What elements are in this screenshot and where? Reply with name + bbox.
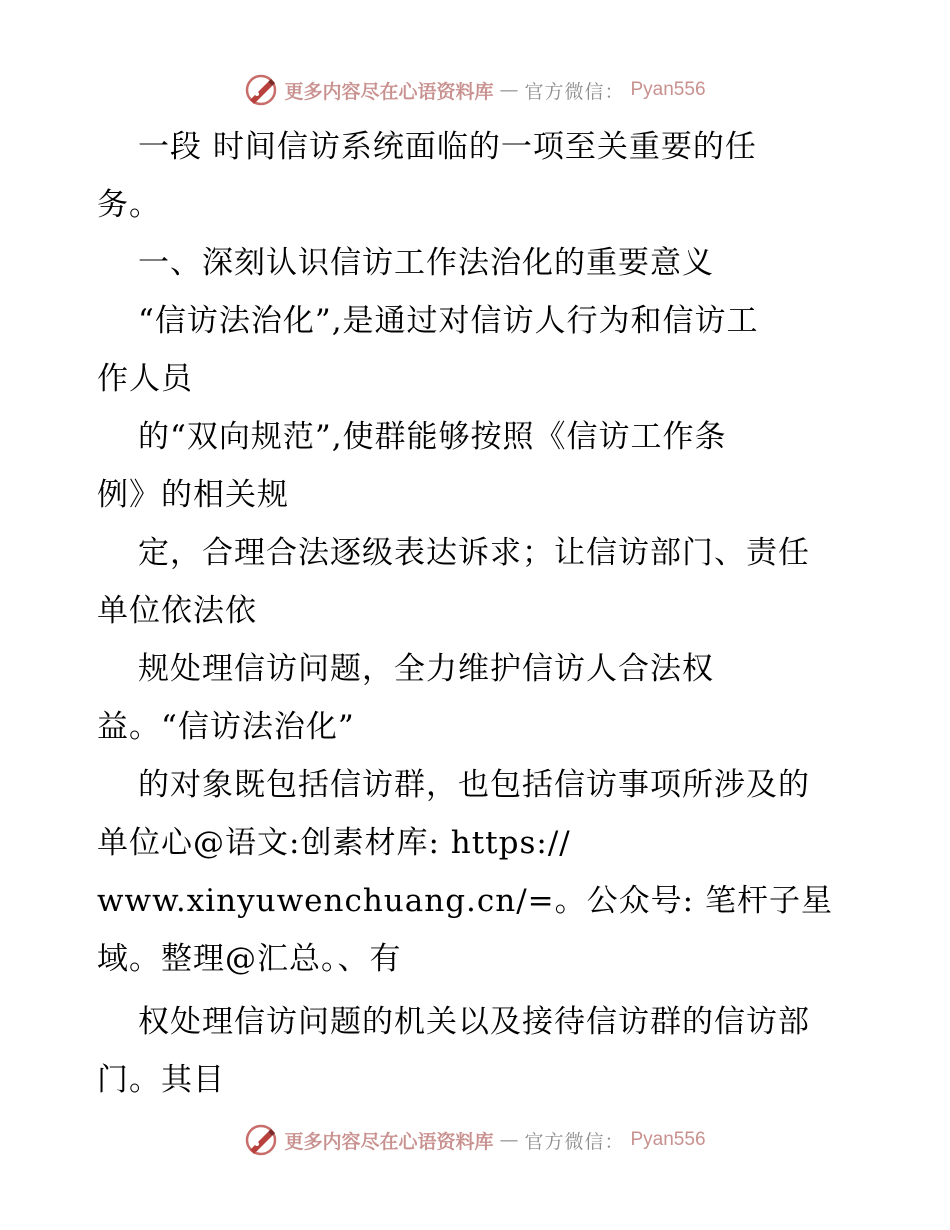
body-line: 益。“信访法治化” — [97, 709, 355, 745]
watermark-brand-text: 更多内容尽在心语资料库 — [284, 80, 494, 103]
watermark-brand-text: 更多内容尽在心语资料库 — [284, 1130, 494, 1153]
pen-logo-icon — [244, 1123, 278, 1157]
body-line: “信访法治化”,是通过对信访人行为和信访工 — [138, 303, 759, 339]
watermark-wechat-label: 官方微信： — [524, 1130, 625, 1153]
body-line: 作人员 — [97, 361, 193, 397]
body-line: www.xinyuwenchuang.cn/=。公众号: 笔杆子星 — [97, 883, 833, 919]
watermark-dash: — — [499, 79, 519, 101]
body-line: 域。整理@汇总。、有 — [97, 941, 402, 977]
body-line: 的对象既包括信访群，也包括信访事项所涉及的 — [138, 767, 810, 803]
watermark-wechat-id: Pyan556 — [630, 1129, 706, 1150]
body-line: 定，合理合法逐级表达诉求；让信访部门、责任 — [138, 535, 810, 571]
body-line: 一段 时间信访系统面临的一项至关重要的任 — [138, 129, 757, 165]
watermark-dash: — — [499, 1129, 519, 1151]
body-line: 门。其目 — [97, 1062, 225, 1098]
body-line: 的“双向规范”,使群能够按照《信访工作条 — [138, 419, 727, 455]
body-line: 单位依法依 — [97, 593, 257, 629]
header-watermark — [0, 70, 950, 110]
body-line: 务。 — [97, 187, 161, 223]
body-line: 规处理信访问题，全力维护信访人合法权 — [138, 651, 714, 687]
body-line: 例》的相关规 — [97, 477, 289, 513]
body-line: 单位心@语文:创素材库: https:// — [97, 825, 571, 861]
footer-watermark — [0, 1120, 950, 1160]
pen-logo-icon — [244, 73, 278, 107]
watermark-wechat-label: 官方微信： — [524, 80, 625, 103]
body-line: 权处理信访问题的机关以及接待信访群的信访部 — [138, 1004, 810, 1040]
section-heading: 一、深刻认识信访工作法治化的重要意义 — [138, 245, 714, 281]
watermark-wechat-id: Pyan556 — [630, 79, 706, 100]
